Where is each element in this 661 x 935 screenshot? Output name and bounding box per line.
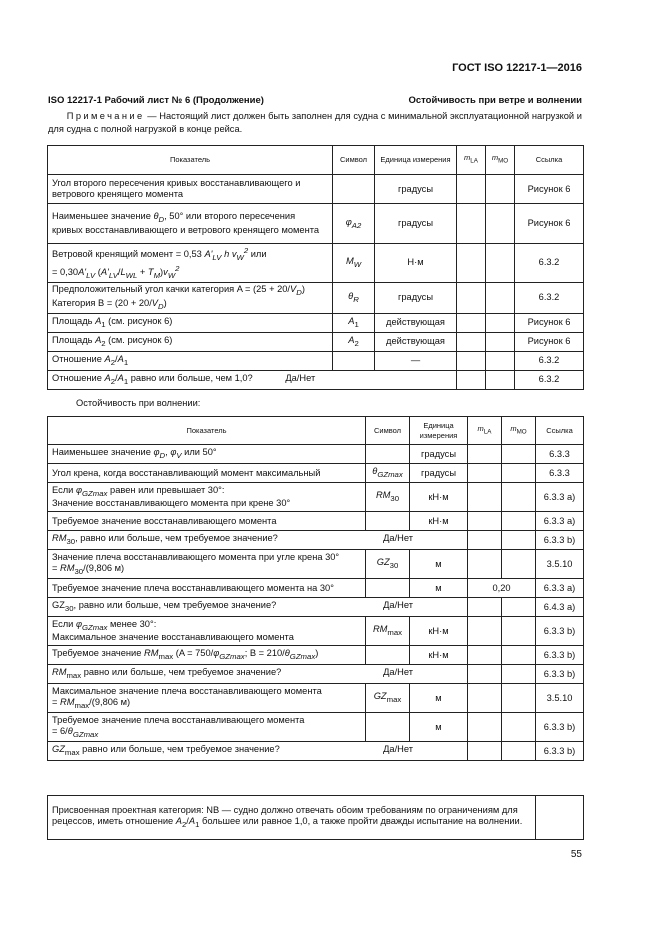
mmo-cell[interactable] [502, 598, 536, 617]
table-row: Требуемое значение восстанавливающего момента кН·м 6.3.3 a) [48, 512, 584, 531]
mmo-cell[interactable] [486, 332, 515, 351]
table-row: Требуемое значение плеча восстанавливающего момента = $6/\theta_{GZmax}$ м 6.3.3 b) [48, 713, 584, 742]
row-indicator: Предположительный угол качки категория $A = (25 + 20/V_D)$ Категория $B = (20 + 20/V_D)$ [48, 282, 333, 313]
table-row: Максимальное значение плеча восстанавливающего момента = $RM_{max}/(9,806$ м) $GZ_{max}$ м 3.5.10 [48, 684, 584, 713]
col-unit: Единица измерения [375, 146, 457, 175]
mla-cell[interactable] [457, 351, 486, 370]
mla-cell[interactable] [457, 282, 486, 313]
mmo-cell[interactable] [502, 665, 536, 684]
mmo-cell[interactable] [502, 550, 536, 579]
note-label: Примечание [66, 111, 145, 121]
mmo-cell[interactable] [502, 684, 536, 713]
mla-cell[interactable] [457, 313, 486, 332]
col-symbol: Символ [366, 417, 410, 445]
col-mmo: $m_{MO}$ [486, 146, 515, 175]
col-ref: Ссылка [515, 146, 584, 175]
table-row: $GZ_{max}$ равно или больше, чем требуемое значение? Да/Нет 6.3.3 b) [48, 742, 584, 761]
mmo-cell[interactable] [502, 483, 536, 512]
table-row: Отношение $A_2/A_1$ равно или больше, чем 1,0? Да/Нет 6.3.2 [48, 370, 584, 389]
table-row: $GZ_{30}$, равно или больше, чем требуемое значение? Да/Нет 6.4.3 a) [48, 598, 584, 617]
row-indicator: Отношение $A_2/A_1$ [48, 351, 333, 370]
col-mmo: $m_{MO}$ [502, 417, 536, 445]
mla-cell[interactable] [457, 332, 486, 351]
design-category-text: Присвоенная проектная категория: NB — судно должно отвечать обоим требованиям по ограничениям для рецессов, иметь отношение $A_2/A_1$ большее или равное 1,0, а также пройти дважды испытание на волнении. [48, 796, 536, 840]
mla-cell[interactable] [468, 646, 502, 665]
note-text: — Настоящий лист должен быть заполнен для судна с минимальной эксплуатационной нагрузкой и для судна с полной нагрузкой в конце рейса. [48, 111, 582, 134]
mmo-cell[interactable] [502, 646, 536, 665]
row-indicator: Отношение $A_2/A_1$ равно или больше, чем 1,0? Да/Нет [48, 370, 457, 389]
mmo-cell[interactable] [502, 512, 536, 531]
col-indicator: Показатель [48, 146, 333, 175]
table-row: Требуемое значение плеча восстанавливающего момента на 30° м 0,20 6.3.3 a) [48, 579, 584, 598]
table-row [48, 796, 584, 840]
table-row: Площадь $A_2$ (см. рисунок 6) $A_2$ действующая Рисунок 6 [48, 332, 584, 351]
wind-stability-table [47, 145, 584, 390]
table-row: Ветровой кренящий момент = 0,53 $A'_{LV}$ h $v_W^2$ или = $0,30A'_{LV}$ $(A'_{LV}/L_{WL} + T_M)v_W^2$ $M_W$ Н·м 6.3.2 [48, 244, 584, 283]
mmo-cell[interactable] [502, 713, 536, 742]
col-mla: $m_{LA}$ [468, 417, 502, 445]
mmo-cell[interactable] [486, 351, 515, 370]
table-row: Если $\varphi_{GZmax}$ равен или превышает 30°: Значение восстанавливающего момента при крене 30° $RM_{30}$ кН·м 6.3.3 a) [48, 483, 584, 512]
yes-no-label[interactable]: Да/Нет [383, 744, 413, 755]
row-indicator: Площадь $A_1$ (см. рисунок 6) [48, 313, 333, 332]
mla-cell[interactable] [468, 550, 502, 579]
yes-no-label[interactable]: Да/Нет [383, 533, 413, 544]
mmo-cell[interactable] [486, 204, 515, 244]
table-row: $RM_{max}$ равно или больше, чем требуемое значение? Да/Нет 6.3.3 b) [48, 665, 584, 684]
table-row: Угол крена, когда восстанавливающий момент максимальный $\theta_{GZmax}$ градусы 6.3.3 [48, 464, 584, 483]
standard-code: ГОСТ ISO 12217-1—2016 [452, 62, 582, 74]
table-row: $RM_{30}$, равно или больше, чем требуемое значение? Да/Нет 6.3.3 b) [48, 531, 584, 550]
mmo-cell[interactable] [502, 464, 536, 483]
mla-cell[interactable] [468, 742, 502, 761]
table-row: Наименьшее значение $\varphi_D$, $\varphi_V$ или 50° градусы 6.3.3 [48, 445, 584, 464]
mla-cell[interactable] [468, 445, 502, 464]
mla-cell[interactable] [468, 665, 502, 684]
col-mla: $m_{LA}$ [457, 146, 486, 175]
mla-cell[interactable] [457, 175, 486, 204]
note-paragraph [48, 110, 582, 136]
table-header [48, 417, 584, 445]
col-unit: Единица измерения [410, 417, 468, 445]
mla-cell[interactable] [468, 684, 502, 713]
mla-cell[interactable] [468, 512, 502, 531]
table-row: Наименьшее значение $\theta_D$, 50° или второго пересечения кривых восстанавливающего и ветрового кренящего момента $\varphi_{A2}$ градусы Рисунок 6 [48, 204, 584, 244]
table-row: Отношение $A_2/A_1$ — 6.3.2 [48, 351, 584, 370]
mla-cell[interactable] [468, 598, 502, 617]
row-indicator: Наименьшее значение $\theta_D$, 50° или второго пересечения кривых восстанавливающего и ветрового кренящего момента [48, 204, 333, 244]
mla-cell[interactable] [468, 483, 502, 512]
required-value: 0,20 [468, 579, 536, 598]
col-symbol: Символ [333, 146, 375, 175]
mla-cell[interactable] [468, 617, 502, 646]
mmo-cell[interactable] [502, 531, 536, 550]
table-row: Требуемое значение $RM_{max}$ ($A = 750/\varphi_{GZmax}$; $B = 210/\theta_{GZmax}$) кН·м 6.3.3 b) [48, 646, 584, 665]
table-row: Если $\varphi_{GZmax}$ менее 30°: Максимальное значение восстанавливающего момента $RM_{max}$ кН·м 6.3.3 b) [48, 617, 584, 646]
mla-cell[interactable] [468, 531, 502, 550]
row-indicator: Ветровой кренящий момент = 0,53 $A'_{LV}$ h $v_W^2$ или = $0,30A'_{LV}$ $(A'_{LV}/L_{WL} + T_M)v_W^2$ [48, 244, 333, 283]
mla-cell[interactable] [457, 204, 486, 244]
row-indicator: Площадь $A_2$ (см. рисунок 6) [48, 332, 333, 351]
mla-cell[interactable] [468, 713, 502, 742]
mmo-cell[interactable] [486, 313, 515, 332]
mmo-cell[interactable] [486, 175, 515, 204]
page-number: 55 [570, 849, 582, 860]
mmo-cell[interactable] [502, 617, 536, 646]
mmo-cell[interactable] [486, 370, 515, 389]
worksheet-title: ISO 12217-1 Рабочий лист № 6 (Продолжение) [48, 95, 264, 106]
col-ref: Ссылка [536, 417, 584, 445]
mla-cell[interactable] [468, 464, 502, 483]
mla-cell[interactable] [457, 244, 486, 283]
row-indicator: Угол второго пересечения кривых восстанавливающего и ветрового кренящего момента [48, 175, 333, 204]
wave-stability-title: Остойчивость при волнении: [76, 398, 201, 408]
design-category-input[interactable] [536, 796, 584, 840]
section-title: Остойчивость при ветре и волнении [408, 95, 582, 106]
table-row: Угол второго пересечения кривых восстанавливающего и ветрового кренящего момента градусы Рисунок 6 [48, 175, 584, 204]
mmo-cell[interactable] [502, 742, 536, 761]
table-row: Значение плеча восстанавливающего момента при угле крена 30° = $RM_{30}/(9,806$ м) $GZ_{30}$ м 3.5.10 [48, 550, 584, 579]
table-row: Площадь $A_1$ (см. рисунок 6) $A_1$ действующая Рисунок 6 [48, 313, 584, 332]
table-header [48, 146, 584, 175]
yes-no-label[interactable]: Да/Нет [285, 372, 316, 383]
yes-no-label[interactable]: Да/Нет [383, 667, 413, 678]
mmo-cell[interactable] [486, 244, 515, 283]
mmo-cell[interactable] [502, 445, 536, 464]
table-row: Предположительный угол качки категория $A = (25 + 20/V_D)$ Категория $B = (20 + 20/V_D)$ $\theta_R$ градусы 6.3.2 [48, 282, 584, 313]
yes-no-label[interactable]: Да/Нет [383, 600, 413, 611]
wave-stability-table [47, 416, 584, 761]
design-category-box [47, 795, 584, 840]
col-indicator: Показатель [48, 417, 366, 445]
mla-cell[interactable] [457, 370, 486, 389]
mmo-cell[interactable] [486, 282, 515, 313]
